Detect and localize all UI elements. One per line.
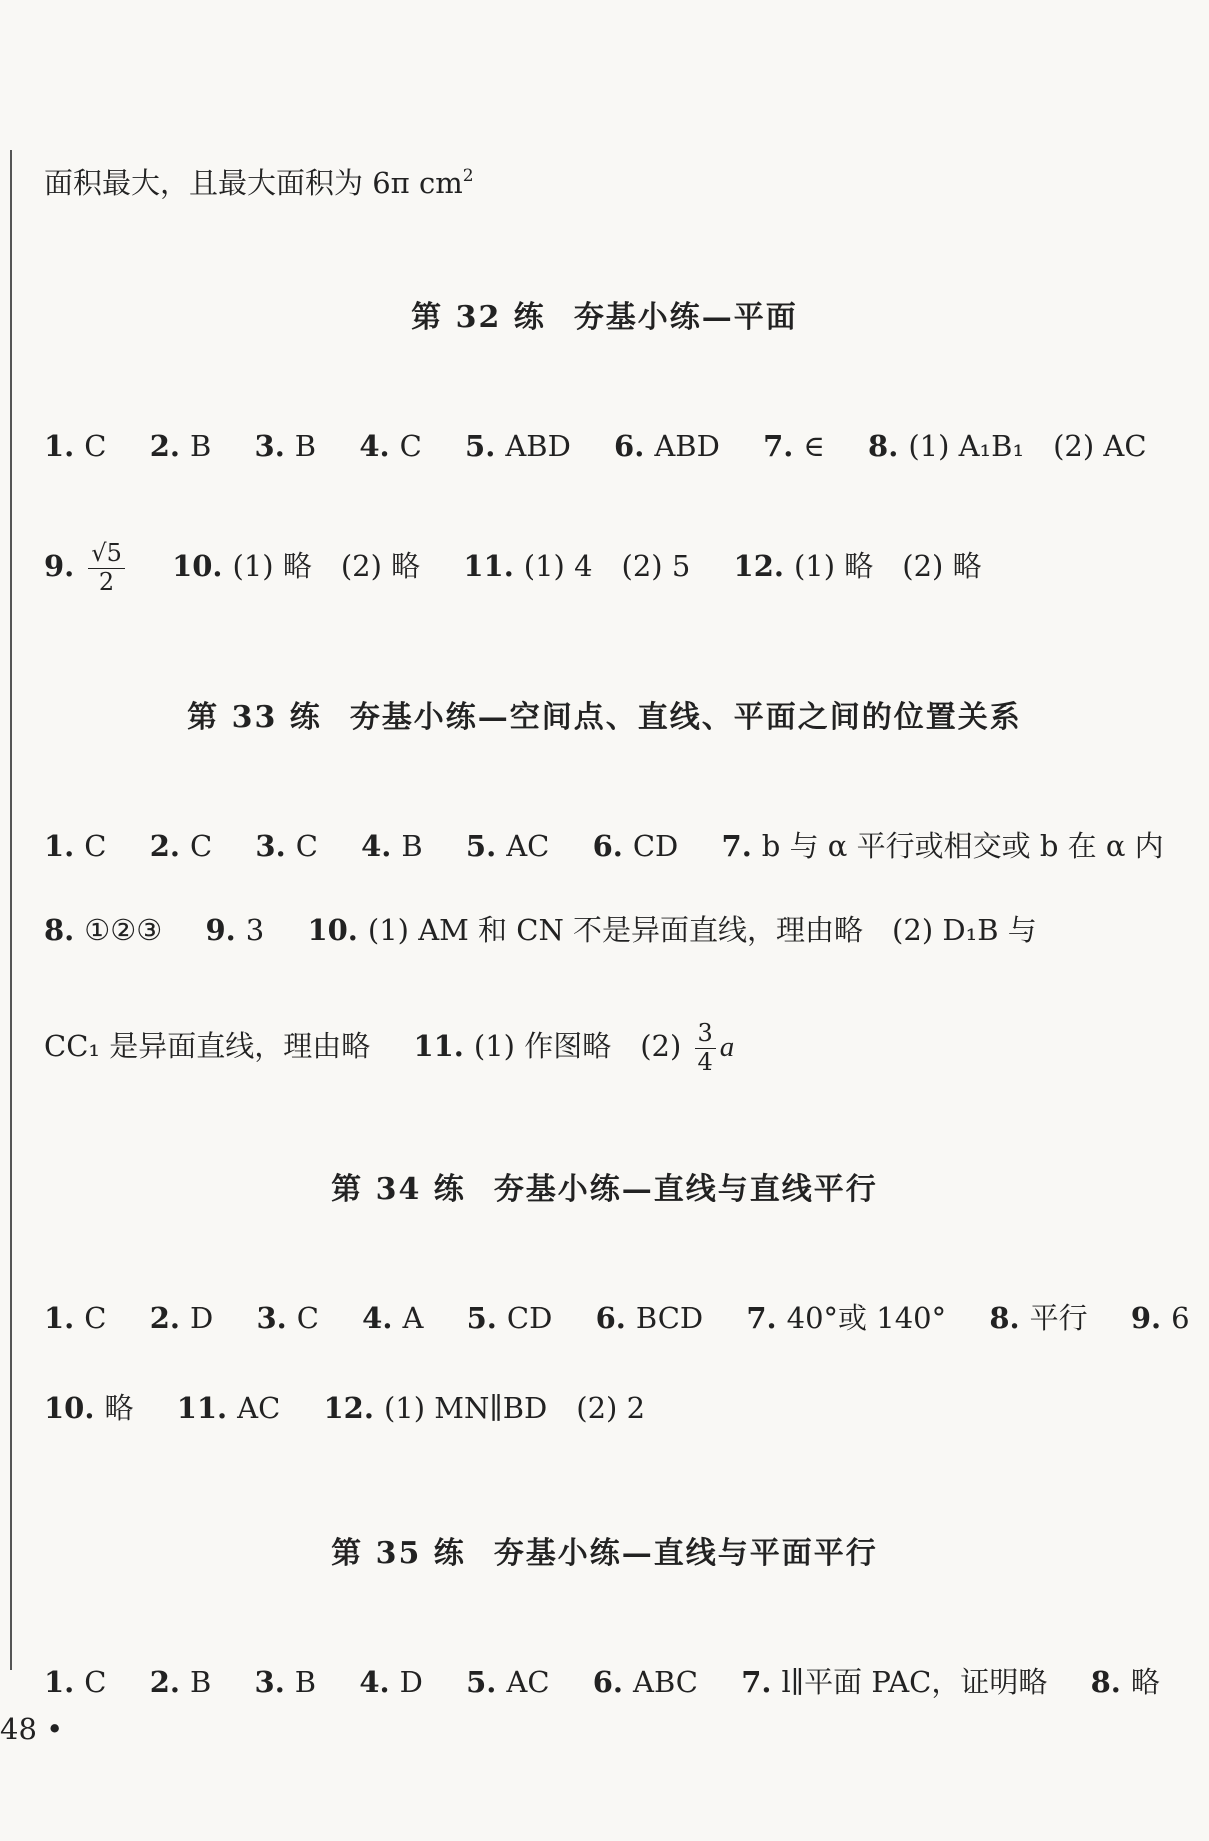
- answer-item: 1. C: [44, 829, 107, 863]
- answer-item: 1. C: [44, 1301, 107, 1335]
- section-heading-35: [0, 1528, 1209, 1572]
- section-heading-33: [0, 692, 1209, 736]
- fraction: $\frac{√5}{2}$: [88, 540, 125, 596]
- answer-item: CC₁ 是异面直线，理由略: [44, 1029, 371, 1064]
- answer-line: [44, 913, 1037, 947]
- answer-item: 5. ABD: [465, 429, 571, 463]
- answer-item: 11. (1) 4 (2) 5: [463, 549, 691, 584]
- answer-line: [44, 1391, 646, 1425]
- answer-item: 4. D: [359, 1665, 423, 1699]
- answer-item: 6. BCD: [595, 1301, 704, 1335]
- answer-item: 2. D: [149, 1301, 214, 1335]
- answer-item: 10. 略: [44, 1391, 134, 1425]
- answer-line: [44, 429, 1147, 463]
- answer-item: 8. 平行: [989, 1301, 1088, 1335]
- answer-line: [44, 540, 982, 596]
- answer-item: 10. (1) AM 和 CN 不是异面直线，理由略 (2) D₁B 与: [307, 913, 1037, 947]
- answer-item: 8. ①②③: [44, 913, 163, 947]
- answer-item: 4. A: [362, 1301, 424, 1335]
- answer-item: 3. B: [254, 1665, 317, 1699]
- answer-item: 9. 3: [205, 913, 265, 947]
- section-title: 夯基小练—平面: [573, 300, 798, 335]
- intro-text: [44, 168, 474, 198]
- section-title: 夯基小练—直线与直线平行: [493, 1172, 878, 1207]
- answer-line: [44, 1301, 1190, 1335]
- answer-line: [44, 1020, 734, 1076]
- section-title: 夯基小练—空间点、直线、平面之间的位置关系: [349, 700, 1022, 735]
- answer-item: 7. 40°或 140°: [746, 1301, 947, 1335]
- answer-item: 3. C: [255, 829, 318, 863]
- section-title: 夯基小练—直线与平面平行: [493, 1536, 878, 1571]
- section-heading-34: [0, 1164, 1209, 1208]
- section-number: 第 34 练: [331, 1172, 466, 1207]
- answer-item: 7. l∥平面 PAC，证明略: [741, 1665, 1048, 1699]
- answer-line: [44, 1665, 1160, 1699]
- answer-item: 2. B: [149, 1665, 212, 1699]
- answer-item: 1. C: [44, 429, 107, 463]
- answer-item: 7. b 与 α 平行或相交或 b 在 α 内: [721, 829, 1164, 863]
- answer-item: 9. $\frac{√5}{2}$: [44, 549, 129, 583]
- answer-item: 11. AC: [176, 1391, 281, 1425]
- answer-item: 6. ABD: [614, 429, 720, 463]
- answer-item: 6. CD: [592, 829, 679, 863]
- answer-item: 1. C: [44, 1665, 107, 1699]
- answer-item: 5. CD: [466, 1301, 553, 1335]
- answer-item: 2. B: [149, 429, 212, 463]
- answer-item: 5. AC: [466, 1665, 550, 1699]
- answer-item: 4. B: [361, 829, 423, 863]
- answer-item: 9. 6: [1130, 1301, 1190, 1335]
- answer-item: 2. C: [149, 829, 213, 863]
- answer-item: 5. AC: [465, 829, 550, 863]
- answer-item: 8. (1) A₁B₁ (2) AC: [868, 429, 1147, 463]
- answer-item: 3. B: [254, 429, 317, 463]
- margin-rule: [10, 150, 12, 1670]
- fraction: $\frac{3}{4}$: [695, 1020, 716, 1076]
- answer-item: 12. (1) MN∥BD (2) 2: [323, 1391, 646, 1425]
- answer-item: 8. 略: [1090, 1665, 1160, 1699]
- answer-item: 4. C: [359, 429, 422, 463]
- section-number: 第 32 练: [411, 300, 546, 335]
- answer-line: [44, 829, 1164, 863]
- answer-item: 7. ∈: [763, 429, 825, 463]
- answer-item: 6. ABC: [592, 1665, 698, 1699]
- answer-item: 10. (1) 略 (2) 略: [172, 549, 421, 584]
- answer-item: 11. (1) 作图略 (2) $\frac{3}{4}$ a: [413, 1019, 735, 1076]
- page-number: 48 •: [0, 1712, 64, 1746]
- section-number: 第 35 练: [331, 1536, 466, 1571]
- answer-item: 3. C: [256, 1301, 319, 1335]
- intro-text-body: 面积最大，且最大面积为 6π $cm^2$: [44, 166, 474, 200]
- answer-item: 12. (1) 略 (2) 略: [733, 549, 982, 584]
- section-number: 第 33 练: [187, 700, 322, 735]
- section-heading-32: [0, 292, 1209, 336]
